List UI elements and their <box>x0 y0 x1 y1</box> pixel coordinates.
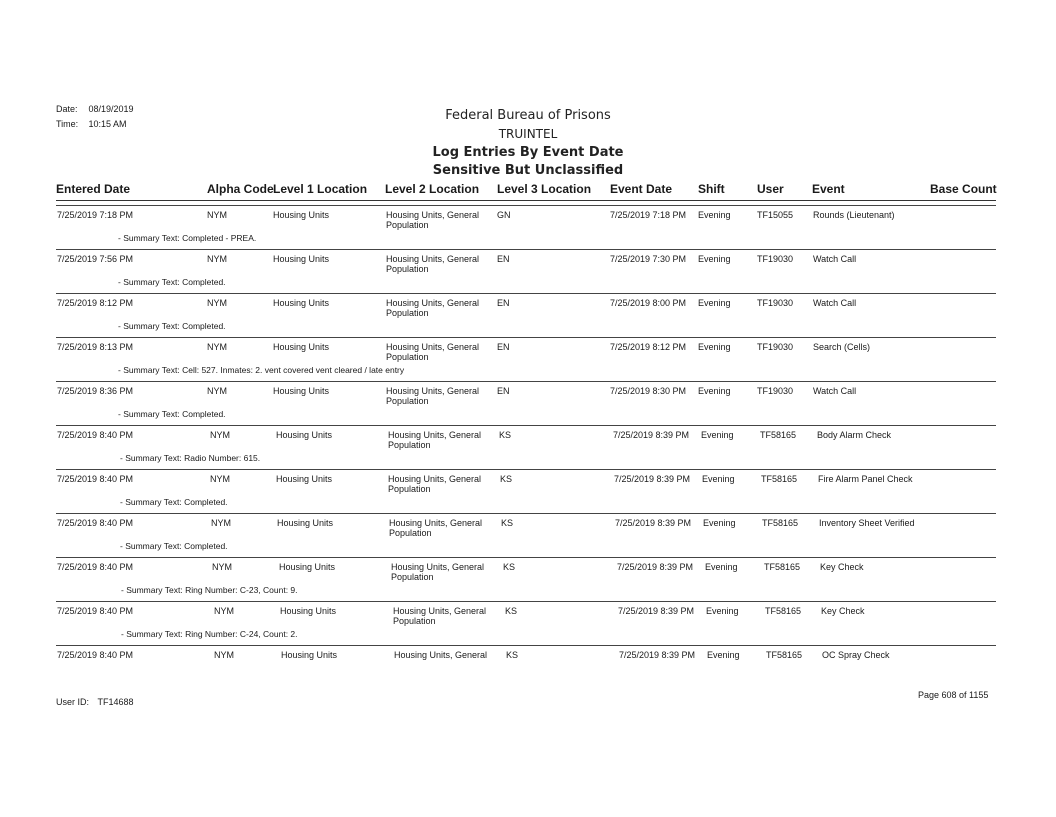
cell-user: TF58165 <box>761 474 798 484</box>
cell-entered-date: 7/25/2019 8:40 PM <box>57 606 134 616</box>
cell-event: Watch Call <box>813 298 857 308</box>
title-system: TRUINTEL <box>498 127 558 141</box>
cell-shift: Evening <box>698 298 731 308</box>
cell-alpha-code: NYM <box>210 474 230 484</box>
cell-level3: EN <box>497 254 510 264</box>
row-divider <box>56 381 996 382</box>
cell-alpha-code: NYM <box>211 518 231 528</box>
classification-label: Sensitive But Unclassified <box>432 163 624 178</box>
table-row <box>0 381 1056 425</box>
cell-event: Watch Call <box>813 386 857 396</box>
cell-event: Rounds (Lieutenant) <box>813 210 895 220</box>
cell-level1: Housing Units <box>281 650 338 660</box>
cell-event: Key Check <box>821 606 865 616</box>
col-entered-date: Entered Date <box>56 182 131 196</box>
cell-user: TF19030 <box>757 342 794 352</box>
user-id-label: User ID: <box>56 697 90 707</box>
cell-level2: Housing Units, General Population <box>388 474 482 494</box>
table-row <box>0 557 1056 601</box>
cell-level2: Housing Units, General Population <box>391 562 485 582</box>
cell-event-date: 7/25/2019 8:39 PM <box>613 430 690 440</box>
cell-level2: Housing Units, General Population <box>393 606 487 626</box>
cell-level2: Housing Units, General Population <box>386 386 480 406</box>
cell-shift: Evening <box>698 342 731 352</box>
cell-event: Body Alarm Check <box>817 430 892 440</box>
cell-event-date: 7/25/2019 7:18 PM <box>610 210 687 220</box>
cell-alpha-code: NYM <box>214 606 234 616</box>
summary-text: - Summary Text: Completed. <box>118 409 226 419</box>
cell-alpha-code: NYM <box>207 254 227 264</box>
row-divider <box>56 337 996 338</box>
cell-level2: Housing Units, General Population <box>386 210 480 230</box>
cell-level1: Housing Units <box>276 474 333 484</box>
row-divider <box>56 557 996 558</box>
time-label: Time: <box>56 119 79 129</box>
cell-alpha-code: NYM <box>212 562 232 572</box>
cell-entered-date: 7/25/2019 8:40 PM <box>57 650 134 660</box>
cell-shift: Evening <box>698 254 731 264</box>
cell-user: TF58165 <box>760 430 797 440</box>
table-row <box>0 249 1056 293</box>
row-divider <box>56 205 996 206</box>
cell-level2: Housing Units, General Population <box>386 342 480 362</box>
cell-level3: GN <box>497 210 511 220</box>
summary-text: - Summary Text: Ring Number: C-23, Count: 9. <box>121 585 298 595</box>
cell-alpha-code: NYM <box>207 210 227 220</box>
cell-alpha-code: NYM <box>207 386 227 396</box>
col-shift: Shift <box>698 182 725 196</box>
cell-shift: Evening <box>698 210 731 220</box>
cell-event-date: 7/25/2019 8:39 PM <box>617 562 694 572</box>
cell-event-date: 7/25/2019 8:39 PM <box>619 650 696 660</box>
cell-entered-date: 7/25/2019 8:13 PM <box>57 342 134 352</box>
cell-entered-date: 7/25/2019 8:40 PM <box>57 430 134 440</box>
cell-shift: Evening <box>702 474 735 484</box>
row-divider <box>56 293 996 294</box>
cell-event: Search (Cells) <box>813 342 871 352</box>
col-level1-location: Level 1 Location <box>273 182 368 196</box>
col-user: User <box>757 182 784 196</box>
cell-entered-date: 7/25/2019 8:40 PM <box>57 474 134 484</box>
cell-level1: Housing Units <box>273 210 330 220</box>
cell-event-date: 7/25/2019 8:39 PM <box>618 606 695 616</box>
cell-level1: Housing Units <box>280 606 337 616</box>
footer-user-id <box>56 697 134 707</box>
cell-alpha-code: NYM <box>207 298 227 308</box>
col-level2-location: Level 2 Location <box>385 182 480 196</box>
cell-entered-date: 7/25/2019 8:40 PM <box>57 518 134 528</box>
summary-text: - Summary Text: Ring Number: C-24, Count: 2. <box>121 629 298 639</box>
date-label: Date: <box>56 104 78 114</box>
summary-text: - Summary Text: Completed - PREA. <box>118 233 257 243</box>
cell-shift: Evening <box>701 430 734 440</box>
row-divider <box>56 513 996 514</box>
cell-alpha-code: NYM <box>210 430 230 440</box>
cell-shift: Evening <box>706 606 739 616</box>
cell-entered-date: 7/25/2019 8:12 PM <box>57 298 134 308</box>
cell-level3: KS <box>500 474 513 484</box>
cell-level3: KS <box>505 606 518 616</box>
cell-event: Key Check <box>820 562 864 572</box>
page-number: Page 608 of 1155 <box>918 690 989 700</box>
cell-user: TF58165 <box>766 650 803 660</box>
user-id-value: TF14688 <box>97 697 134 707</box>
cell-level1: Housing Units <box>273 254 330 264</box>
cell-user: TF58165 <box>764 562 801 572</box>
table-row <box>0 469 1056 513</box>
cell-alpha-code: NYM <box>207 342 227 352</box>
cell-event-date: 7/25/2019 8:12 PM <box>610 342 687 352</box>
cell-level3: EN <box>497 342 510 352</box>
cell-event-date: 7/25/2019 8:00 PM <box>610 298 687 308</box>
cell-level3: EN <box>497 386 510 396</box>
cell-level2: Housing Units, General Population <box>389 518 483 538</box>
row-divider <box>56 645 996 646</box>
cell-shift: Evening <box>703 518 736 528</box>
cell-level3: KS <box>501 518 514 528</box>
summary-text: - Summary Text: Completed. <box>120 541 228 551</box>
cell-level3: KS <box>503 562 516 572</box>
col-event-date: Event Date <box>610 182 673 196</box>
cell-level1: Housing Units <box>273 386 330 396</box>
row-divider <box>56 601 996 602</box>
row-divider <box>56 469 996 470</box>
cell-level1: Housing Units <box>276 430 333 440</box>
summary-text: - Summary Text: Radio Number: 615. <box>120 453 261 463</box>
cell-level3: KS <box>506 650 519 660</box>
cell-level1: Housing Units <box>277 518 334 528</box>
row-divider <box>56 249 996 250</box>
cell-shift: Evening <box>705 562 738 572</box>
cell-entered-date: 7/25/2019 8:36 PM <box>57 386 134 396</box>
cell-level1: Housing Units <box>273 298 330 308</box>
summary-text: - Summary Text: Completed. <box>120 497 228 507</box>
cell-level2: Housing Units, General Population <box>388 430 482 450</box>
cell-user: TF19030 <box>757 298 794 308</box>
cell-event: Watch Call <box>813 254 857 264</box>
date-value: 08/19/2019 <box>88 104 134 114</box>
cell-event: OC Spray Check <box>822 650 890 660</box>
cell-user: TF58165 <box>762 518 799 528</box>
header-divider <box>56 200 996 201</box>
cell-event: Fire Alarm Panel Check <box>818 474 913 484</box>
cell-level1: Housing Units <box>279 562 336 572</box>
cell-event-date: 7/25/2019 8:39 PM <box>615 518 692 528</box>
cell-event-date: 7/25/2019 8:30 PM <box>610 386 687 396</box>
cell-alpha-code: NYM <box>214 650 234 660</box>
cell-entered-date: 7/25/2019 7:18 PM <box>57 210 134 220</box>
page-title: Log Entries By Event Date <box>432 145 624 160</box>
table-row <box>0 645 1056 689</box>
cell-level3: KS <box>499 430 512 440</box>
cell-event-date: 7/25/2019 7:30 PM <box>610 254 687 264</box>
col-base-count: Base Count <box>930 182 997 196</box>
cell-user: TF19030 <box>757 386 794 396</box>
summary-text: - Summary Text: Cell: 527. Inmates: 2. vent covered vent cleared / late entry <box>118 365 405 375</box>
table-row <box>0 601 1056 645</box>
cell-level2: Housing Units, General <box>394 650 488 660</box>
cell-level2: Housing Units, General Population <box>386 298 480 318</box>
cell-user: TF15055 <box>757 210 794 220</box>
cell-level3: EN <box>497 298 510 308</box>
table-row <box>0 337 1056 381</box>
cell-shift: Evening <box>698 386 731 396</box>
table-row <box>0 513 1056 557</box>
cell-level2: Housing Units, General Population <box>386 254 480 274</box>
summary-text: - Summary Text: Completed. <box>118 277 226 287</box>
cell-event-date: 7/25/2019 8:39 PM <box>614 474 691 484</box>
table-row <box>0 293 1056 337</box>
col-level3-location: Level 3 Location <box>497 182 592 196</box>
summary-text: - Summary Text: Completed. <box>118 321 226 331</box>
time-value: 10:15 AM <box>88 119 127 129</box>
cell-level1: Housing Units <box>273 342 330 352</box>
cell-user: TF58165 <box>765 606 802 616</box>
table-row <box>0 205 1056 249</box>
cell-entered-date: 7/25/2019 8:40 PM <box>57 562 134 572</box>
table-row <box>0 425 1056 469</box>
cell-shift: Evening <box>707 650 740 660</box>
col-event: Event <box>812 182 845 196</box>
cell-event: Inventory Sheet Verified <box>819 518 915 528</box>
cell-entered-date: 7/25/2019 7:56 PM <box>57 254 134 264</box>
col-alpha-code: Alpha Code <box>207 182 274 196</box>
row-divider <box>56 425 996 426</box>
cell-user: TF19030 <box>757 254 794 264</box>
title-agency: Federal Bureau of Prisons <box>445 108 611 123</box>
